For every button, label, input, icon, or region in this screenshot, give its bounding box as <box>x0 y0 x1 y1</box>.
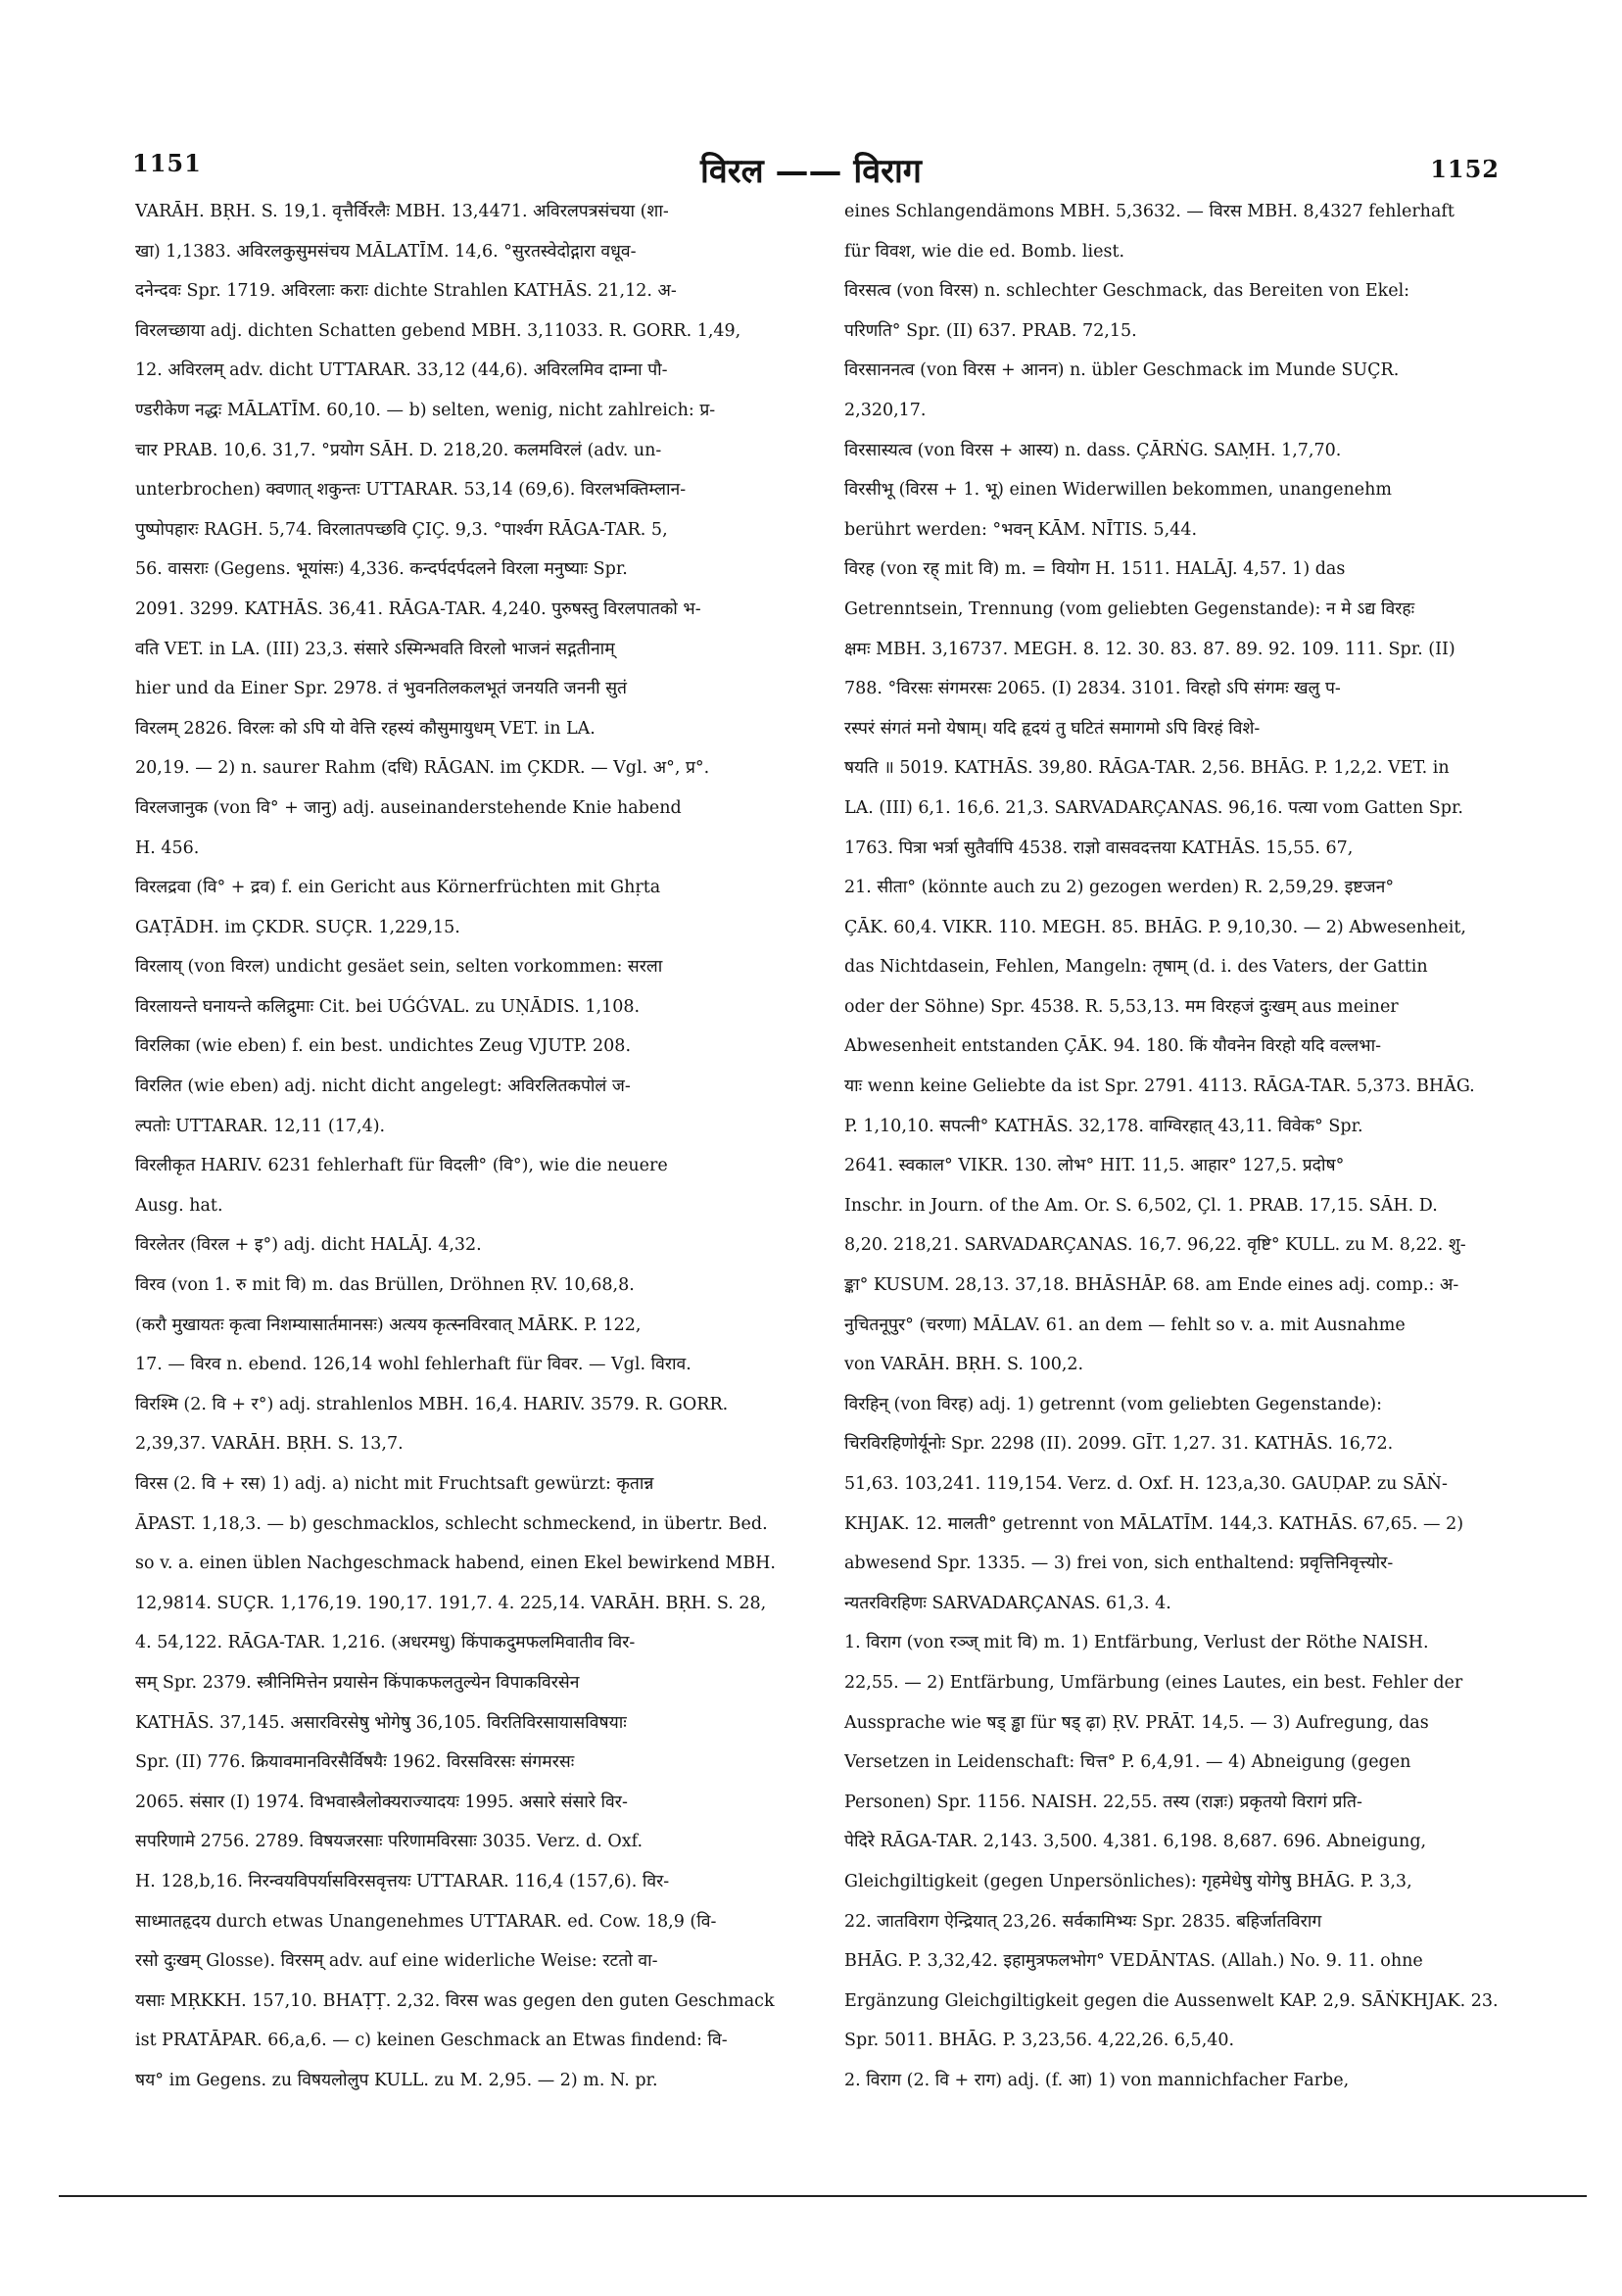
text-line: 2641. स्वकाल° VIKR. 130. लोभ° HIT. 11,5. आहार° 127,5. प्रदोष° <box>844 1156 1345 1176</box>
text-line: ण्डरीकेण नद्धः MĀLATĪM. 60,10. — b) selten, wenig, nicht zahlreich: प्र- <box>135 400 716 420</box>
text-line: H. 456. <box>135 837 200 858</box>
text-line: ist PRATĀPAR. 66,a,6. — c) keinen Geschmack an Etwas findend: वि- <box>135 2031 728 2051</box>
text-line: पेदिरे RĀGA-TAR. 2,143. 3,500. 4,381. 6,198. 8,687. 696. Abneigung, <box>844 1832 1427 1852</box>
text-line: विरलाय् (von विरल) undicht gesäet sein, selten vorkommen: सरला <box>135 957 663 978</box>
text-line: Aussprache wie षड् ड्ढा für षड् ढ़ा) ṚV. PRĀT. 14,5. — 3) Aufregung, das <box>844 1712 1429 1733</box>
text-line: दनेन्दवः Spr. 1719. अविरलाः कराः dichte Strahlen KATHĀS. 21,12. अ- <box>135 281 677 302</box>
text-line: KATHĀS. 37,145. असारविरसेषु भोगेषु 36,105. विरतिविरसायासविषयाः <box>135 1712 627 1733</box>
left-column <box>135 192 811 2101</box>
text-line: रसो दुःखम् Glosse). विरसम् adv. auf eine widerliche Weise: रटतो वा- <box>135 1951 658 1972</box>
text-line: सम् Spr. 2379. स्त्रीनिमित्तेन प्रयासेन किंपाकफलतुल्येन विपाकविरसेन <box>135 1672 580 1693</box>
text-line: (करौ मुखायतः कृत्वा निशम्यासार्तमानसः) अत्यय कृत्स्नविरवात् MĀRK. P. 122, <box>135 1315 642 1335</box>
text-line: विरलजानुक (von वि° + जानु) adj. auseinanderstehende Knie habend <box>135 797 682 818</box>
text-line: Spr. 5011. BHĀG. P. 3,23,56. 4,22,26. 6,5,40. <box>844 2031 1235 2051</box>
text-line: 2065. संसार (I) 1974. विभवास्त्रैलोक्यराज्यादयः 1995. असारे संसारे विर- <box>135 1792 628 1812</box>
text-line: यसाः MṚKKH. 157,10. BHAṬṬ. 2,32. विरस was gegen den guten Geschmack <box>135 1990 775 2011</box>
text-line: 56. वासराः (Gegens. भूयांसः) 4,336. कन्दर्पदर्पदलने विरला मनुष्याः Spr. <box>135 559 628 580</box>
text-line: विरसाननत्व (von विरस + आनन) n. übler Geschmack im Munde SUÇR. <box>844 360 1400 381</box>
text-line: विरव (von 1. रु mit वि) m. das Brüllen, Dröhnen ṚV. 10,68,8. <box>135 1275 635 1296</box>
text-line: KHJAK. 12. मालती° getrennt von MĀLATĪM. 144,3. KATHĀS. 67,65. — 2) <box>844 1513 1464 1534</box>
text-line: 12. अविरलम् adv. dicht UTTARAR. 33,12 (44,6). अविरलमिव दाम्ना पौ- <box>135 360 668 381</box>
text-line: विरलम् 2826. विरलः को ऽपि यो वेत्ति रहस्यं कौसुमायुधम् VET. in LA. <box>135 718 596 739</box>
text-line: ĀPAST. 1,18,3. — b) geschmacklos, schlecht schmeckend, in übertr. Bed. <box>135 1513 768 1534</box>
text-line: 2,39,37. VARĀH. BṚH. S. 13,7. <box>135 1434 404 1455</box>
text-line: विरश्मि (2. वि + र°) adj. strahlenlos MBH. 16,4. HARIV. 3579. R. GORR. <box>135 1394 729 1414</box>
text-line: सपरिणामे 2756. 2789. विषयजरसाः परिणामविरसाः 3035. Verz. d. Oxf. <box>135 1832 644 1852</box>
text-line: 2. विराग (2. वि + राग) adj. (f. आ) 1) von mannichfacher Farbe, <box>844 2070 1350 2090</box>
bottom-rule <box>59 2195 1587 2197</box>
text-line: 2091. 3299. KATHĀS. 36,41. RĀGA-TAR. 4,240. पुरुषस्तु विरलपातको भ- <box>135 598 701 619</box>
page-header <box>0 147 1622 196</box>
text-line: H. 128,b,16. निरन्वयविपर्यासविरसवृत्तयः UTTARAR. 116,4 (157,6). विर- <box>135 1871 670 1891</box>
text-line: विरलच्छाया adj. dichten Schatten gebend MBH. 3,11033. R. GORR. 1,49, <box>135 320 741 341</box>
text-line: 12,9814. SUÇR. 1,176,19. 190,17. 191,7. 4. 225,14. VARĀH. BṚH. S. 28, <box>135 1593 767 1613</box>
text-line: विरलित (wie eben) adj. nicht dicht angelegt: अविरलितकपोलं ज- <box>135 1076 631 1097</box>
text-line: 20,19. — 2) n. saurer Rahm (दधि) RĀGAN. im ÇKDR. — Vgl. अ°, प्र°. <box>135 758 710 779</box>
text-line: Ausg. hat. <box>135 1195 223 1216</box>
text-line: GAṬĀDH. im ÇKDR. SUÇR. 1,229,15. <box>135 917 460 937</box>
text-line: विरसास्यत्व (von विरस + आस्य) n. dass. ÇĀRṄG. SAṂH. 1,7,70. <box>844 440 1342 460</box>
text-line: नुचितनूपुर° (चरणा) MĀLAV. 61. an dem — fehlt so v. a. mit Ausnahme <box>844 1315 1406 1335</box>
text-line: Abwesenheit entstanden ÇĀK. 94. 180. किं यौवनेन विरहो यदि वल्लभा- <box>844 1036 1382 1057</box>
text-line: खा) 1,1383. अविरलकुसुमसंचय MĀLATĪM. 14,6. °सुरतस्वेदोद्गारा वधूव- <box>135 241 637 262</box>
text-line: विरहिन् (von विरह) adj. 1) getrennt (vom geliebten Gegenstande): <box>844 1394 1382 1414</box>
text-line: VARĀH. BṚH. S. 19,1. वृत्तैर्विरलैः MBH. 13,4471. अविरलपत्रसंचया (शा- <box>135 202 669 221</box>
text-line: P. 1,10,10. सपत्नी° KATHĀS. 32,178. वाग्विरहात् 43,11. विवेक° Spr. <box>844 1116 1363 1136</box>
text-line: 22,55. — 2) Entfärbung, Umfärbung (eines Lautes, ein best. Fehler der <box>844 1672 1463 1693</box>
text-line: चार PRAB. 10,6. 31,7. °प्रयोग SĀH. D. 218,20. कलमविरलं (adv. un- <box>135 440 662 460</box>
text-line: विरलेतर (विरल + इ°) adj. dicht HALĀJ. 4,32. <box>135 1235 482 1256</box>
page-number-right: 1152 <box>1430 155 1500 183</box>
text-line: so v. a. einen üblen Nachgeschmack habend, einen Ekel bewirkend MBH. <box>135 1554 776 1574</box>
text-line: 4. 54,122. RĀGA-TAR. 1,216. (अधरमधु) किंपाकदुमफलमिवातीव विर- <box>135 1633 636 1653</box>
text-line: पुष्पोपहारः RAGH. 5,74. विरलातपच्छवि ÇIÇ. 9,3. °पार्श्वग RĀGA-TAR. 5, <box>135 519 668 540</box>
right-column <box>844 192 1520 2101</box>
text-line: Spr. (II) 776. क्रियावमानविरसैर्विषयैः 1962. विरसविरसः संगमरसः <box>135 1752 575 1773</box>
text-line: 22. जातविराग ऐन्द्रियात् 23,26. सर्वकामिभ्यः Spr. 2835. बहिर्जातविराग <box>844 1911 1322 1932</box>
text-line: विरसीभू (विरस + 1. भू) einen Widerwillen bekommen, unangenehm <box>844 480 1392 501</box>
text-line: ÇĀK. 60,4. VIKR. 110. MEGH. 85. BHĀG. P. 9,10,30. — 2) Abwesenheit, <box>844 917 1466 937</box>
page-number-left: 1151 <box>132 149 202 177</box>
text-line: Getrenntsein, Trennung (vom geliebten Gegenstande): न मे ऽद्य विरहः <box>844 598 1415 619</box>
text-line: विरलायन्ते घनायन्ते कलिद्रुमाः Cit. bei UǴǴVAL. zu UṆĀDIS. 1,108. <box>135 996 641 1017</box>
text-line: Ergänzung Gleichgiltigkeit gegen die Aussenwelt KAP. 2,9. SĀṄKHJAK. 23. <box>844 1990 1499 2011</box>
text-line: oder der Söhne) Spr. 4538. R. 5,53,13. मम विरहजं दुःखम् aus meiner <box>844 996 1399 1017</box>
text-line: 2,320,17. <box>844 400 927 420</box>
text-line: 1763. पित्रा भर्त्रा सुतैर्वापि 4538. राज्ञो वासवदत्तया KATHĀS. 15,55. 67, <box>844 837 1354 858</box>
text-line: क्षमः MBH. 3,16737. MEGH. 8. 12. 30. 83. 87. 89. 92. 109. 111. Spr. (II) <box>844 639 1455 659</box>
text-line: विरलिका (wie eben) f. ein best. undichtes Zeug VJUTP. 208. <box>135 1036 632 1057</box>
text-line: साध्मातहृदय durch etwas Unangenehmes UTTARAR. ed. Cow. 18,9 (वि- <box>135 1911 717 1932</box>
text-line: 8,20. 218,21. SARVADARÇANAS. 16,7. 96,22. वृष्टि° KULL. zu M. 8,22. शु- <box>844 1235 1466 1256</box>
text-line: Inschr. in Journ. of the Am. Or. S. 6,502, Çl. 1. PRAB. 17,15. SĀH. D. <box>844 1195 1438 1216</box>
text-line: hier und da Einer Spr. 2978. तं भुवनतिलकलभूतं जनयति जननी सुतं <box>135 679 628 699</box>
text-line: ङ्का° KUSUM. 28,13. 37,18. BHĀSHĀP. 68. am Ende eines adj. comp.: अ- <box>844 1275 1459 1296</box>
text-line: न्यतरविरहिणः SARVADARÇANAS. 61,3. 4. <box>844 1593 1171 1613</box>
text-line: याः wenn keine Geliebte da ist Spr. 2791. 4113. RĀGA-TAR. 5,373. BHĀG. <box>844 1076 1475 1097</box>
text-line: षयति ॥ 5019. KATHĀS. 39,80. RĀGA-TAR. 2,56. BHĀG. P. 1,2,2. VET. in <box>844 758 1450 779</box>
running-title: विरल —— विराग <box>700 152 922 191</box>
text-line: Versetzen in Leidenschaft: चित्त° P. 6,4,91. — 4) Abneigung (gegen <box>844 1752 1411 1773</box>
text-line: BHĀG. P. 3,32,42. इहामुत्रफलभोग° VEDĀNTAS. (Allah.) No. 9. 11. ohne <box>844 1951 1423 1972</box>
text-line: für विवश, wie die ed. Bomb. liest. <box>844 241 1125 262</box>
text-line: षय° im Gegens. zu विषयलोलुप KULL. zu M. 2,95. — 2) m. N. pr. <box>135 2070 658 2090</box>
text-line: विरलीकृत HARIV. 6231 fehlerhaft für विदली° (वि°), wie die neuere <box>135 1156 668 1176</box>
text-line: Gleichgiltigkeit (gegen Unpersönliches): गृहमेधेषु योगेषु BHĀG. P. 3,3, <box>844 1871 1412 1891</box>
text-line: ल्पतोः UTTARAR. 12,11 (17,4). <box>135 1116 386 1136</box>
text-line: berührt werden: °भवन् KĀM. NĪTIS. 5,44. <box>844 519 1198 540</box>
text-line: von VARĀH. BṚH. S. 100,2. <box>844 1355 1084 1375</box>
text-line: वति VET. in LA. (III) 23,3. संसारे ऽस्मिन्भवति विरलो भाजनं सद्गतीनाम् <box>135 639 615 659</box>
text-line: परिणति° Spr. (II) 637. PRAB. 72,15. <box>844 320 1137 341</box>
text-line: रस्परं संगतं मनो येषाम्। यदि हृदयं तु घटितं समागमो ऽपि विरहं विशे- <box>844 718 1261 739</box>
text-line: 1. विराग (von रञ्ज् mit वि) m. 1) Entfärbung, Verlust der Röthe NAISH. <box>844 1633 1429 1653</box>
text-line: विरस (2. वि + रस) 1) adj. a) nicht mit Fruchtsaft gewürzt: कृतान्न <box>135 1474 654 1494</box>
text-line: LA. (III) 6,1. 16,6. 21,3. SARVADARÇANAS. 96,16. पत्या vom Gatten Spr. <box>844 797 1463 818</box>
text-line: चिरविरहिणोर्यूनोः Spr. 2298 (II). 2099. GĪT. 1,27. 31. KATHĀS. 16,72. <box>844 1434 1394 1455</box>
text-line: eines Schlangendämons MBH. 5,3632. — विरस MBH. 8,4327 fehlerhaft <box>844 202 1455 221</box>
text-line: विरसत्व (von विरस) n. schlechter Geschmack, das Bereiten von Ekel: <box>844 281 1410 302</box>
text-line: 788. °विरसः संगमरसः 2065. (I) 2834. 3101. विरहो ऽपि संगमः खलु प- <box>844 679 1341 699</box>
text-line: विरलद्रवा (वि° + द्रव) f. ein Gericht aus Körnerfrüchten mit Ghṛta <box>135 878 661 898</box>
text-line: abwesend Spr. 1335. — 3) frei von, sich enthaltend: प्रवृत्तिनिवृत्त्योर- <box>844 1554 1394 1574</box>
text-line: 51,63. 103,241. 119,154. Verz. d. Oxf. H. 123,a,30. GAUḌAP. zu SĀṄ- <box>844 1474 1448 1494</box>
text-line: विरह (von रह् mit वि) m. = वियोग H. 1511. HALĀJ. 4,57. 1) das <box>844 559 1346 580</box>
text-line: 17. — विरव n. ebend. 126,14 wohl fehlerhaft für विवर. — Vgl. विराव. <box>135 1355 692 1375</box>
text-line: Personen) Spr. 1156. NAISH. 22,55. तस्य (राज्ञः) प्रकृतयो विरागं प्रति- <box>844 1792 1362 1812</box>
text-line: das Nichtdasein, Fehlen, Mangeln: तृषाम् (d. i. des Vaters, der Gattin <box>844 957 1428 978</box>
text-line: unterbrochen) क्वणात् शकुन्तः UTTARAR. 53,14 (69,6). विरलभक्तिम्लान- <box>135 480 687 501</box>
text-line: 21. सीता° (könnte auch zu 2) gezogen werden) R. 2,59,29. इष्टजन° <box>844 878 1395 898</box>
